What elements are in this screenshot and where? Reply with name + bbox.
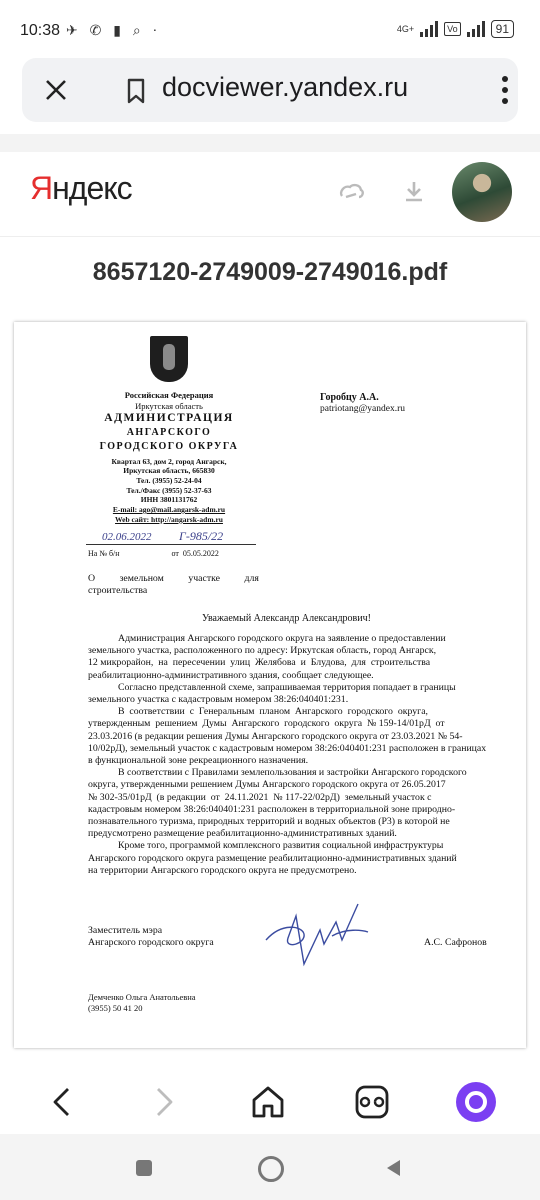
- status-time: 10:38: [20, 22, 61, 39]
- battery-icon: [491, 20, 514, 38]
- coat-of-arms-icon: [150, 336, 188, 382]
- letter-body-line: 12 микрорайон, на пересечении улиц Желябова и Блудова, для строительства: [88, 657, 431, 669]
- letter-body-line: округа, утвержденными решением Думы Ангарского городского округа от 26.05.2017: [88, 779, 446, 791]
- handwritten-date: 02.06.2022: [102, 531, 152, 543]
- system-navigation: [0, 1134, 540, 1200]
- letter-body-line: № 302-35/01рД (в редакции от 24.11.2021 № 117-22/02рД) земельный участок с: [88, 791, 432, 803]
- sender-inn: ИНН 3801131762: [140, 495, 198, 504]
- system-back-icon[interactable]: [384, 1158, 402, 1178]
- sender-region: Иркутская область: [135, 401, 203, 411]
- bottom-navigation: [0, 1070, 540, 1134]
- signer-name: А.С. Сафронов: [424, 937, 487, 948]
- recipient-name: Горобцу А.А.: [320, 392, 379, 403]
- sender-site: Web сайт: http://angarsk-adm.ru: [115, 515, 223, 524]
- executor-name: Демченко Ольга Анатольевна: [88, 992, 196, 1002]
- sender-org-1: АДМИНИСТРАЦИЯ: [104, 412, 234, 424]
- reference-line: На № б/н от 05.05.2022: [88, 549, 219, 558]
- status-right: [397, 20, 514, 38]
- greeting: Уважаемый Александр Александрович!: [202, 613, 371, 624]
- letter-body-line: в функциональной зоне рекреационного назначения.: [88, 755, 309, 766]
- more-menu-icon[interactable]: [502, 74, 508, 106]
- letter-body-line: реабилитационно-административного здания, сообщает следующее.: [88, 669, 374, 681]
- letter-body-line: Ангарского городского округа размещение реабилитационно-административных зданий: [88, 852, 457, 864]
- sender-org-2: АНГАРСКОГО: [126, 427, 212, 438]
- signer-title-1: Заместитель мэра: [88, 925, 163, 936]
- volte-icon: Vo: [444, 22, 461, 36]
- subject-line-2: строительства: [88, 585, 148, 596]
- signal-icon: [420, 21, 438, 37]
- yandex-logo[interactable]: Яндекс: [30, 170, 132, 206]
- sender-tel: Тел. (3955) 52-24-04: [136, 476, 202, 485]
- signal2-icon: [467, 21, 485, 37]
- url-text[interactable]: docviewer.yandex.ru: [162, 72, 409, 102]
- sender-email: E-mail: ago@mail.angarsk-adm.ru: [112, 505, 226, 514]
- subject-line-1: О земельном участке для: [88, 573, 259, 584]
- handwritten-number: Г-985/22: [179, 529, 224, 543]
- letter-body-line: предусмотрено размещение реабилитационно-административных зданий.: [88, 828, 397, 840]
- letter-body-line: земельного участка с кадастровым номером 38:26:040401:231.: [88, 694, 349, 705]
- url-bar[interactable]: [22, 58, 518, 122]
- letter-body-line: В соответствии с Генеральным планом Ангарского городского округа,: [118, 706, 428, 718]
- forward-icon[interactable]: [154, 1086, 176, 1118]
- letter-body-line: Кроме того, программой комплексного развития социальной инфраструктуры: [118, 840, 444, 852]
- sender-addr-2: Иркутская область, 665830: [123, 466, 215, 475]
- home-icon[interactable]: [250, 1084, 286, 1120]
- battery-level: 91: [495, 22, 509, 36]
- letter-body-line: В соответствии с Правилами землепользования и застройки Ангарского городского: [118, 767, 467, 779]
- sender-fax: Тел./Факс (3955) 52-37-63: [126, 486, 212, 495]
- disk-save-icon[interactable]: [338, 182, 364, 200]
- letter-body-line: познавательного туризма, природных территорий и водных объектов (Р3) в которой не: [88, 816, 450, 827]
- executor-phone: (3955) 50 41 20: [88, 1003, 143, 1013]
- document-page: [14, 322, 526, 1048]
- recents-icon[interactable]: [136, 1160, 152, 1176]
- close-icon[interactable]: [44, 78, 68, 102]
- date-underline: [86, 544, 256, 545]
- download-icon[interactable]: [404, 180, 424, 202]
- alice-assistant-icon[interactable]: [456, 1082, 496, 1122]
- back-icon[interactable]: [50, 1086, 72, 1118]
- sender-org-3: ГОРОДСКОГО ОКРУГА: [99, 441, 239, 452]
- letter-body-line: Согласно представленной схеме, запрашиваемая территория попадает в границы: [118, 681, 456, 693]
- file-name: 8657120-2749009-2749016.pdf: [92, 258, 448, 286]
- status-bar: [0, 0, 540, 62]
- recipient-email: patriotang@yandex.ru: [320, 404, 405, 414]
- signature-icon: [262, 900, 372, 970]
- sender-addr-1: Квартал 63, дом 2, город Ангарск,: [111, 457, 227, 466]
- avatar[interactable]: [452, 162, 512, 222]
- sender-country: Российская Федерация: [124, 390, 214, 400]
- bookmark-icon[interactable]: [126, 78, 146, 104]
- notification-icons: ✈ ✆ ▮ ⌕ ⋅: [66, 22, 162, 38]
- network-label: 4G+: [396, 24, 415, 34]
- letter-body-line: 10/02рД), земельный участок с кадастровым номером 38:26:040401:231 расположен в границах: [88, 742, 487, 754]
- tabs-icon[interactable]: [354, 1084, 390, 1120]
- letter-body-line: Администрация Ангарского городского округа на заявление о предоставлении: [118, 633, 446, 644]
- letter-body-line: на территории Ангарского городского округа не предусмотрено.: [88, 864, 357, 876]
- letter-body-line: 23.03.2016 (в редакции решения Думы Ангарского городского округа от 23.03.2021 № 54-: [88, 730, 463, 742]
- system-home-icon[interactable]: [258, 1156, 284, 1182]
- divider: [0, 134, 540, 152]
- letter-body-line: кадастровым номером 38:26:040401:231 расположен в территориальной зоне природно-: [88, 803, 456, 815]
- signer-title-2: Ангарского городского округа: [88, 937, 214, 948]
- letter-body-line: утвержденным решением Думы Ангарского городского округа № 159-14/01рД от: [88, 718, 445, 730]
- letter-body-line: земельного участка, расположенного по адресу: Иркутская область, город Ангарск,: [88, 645, 437, 657]
